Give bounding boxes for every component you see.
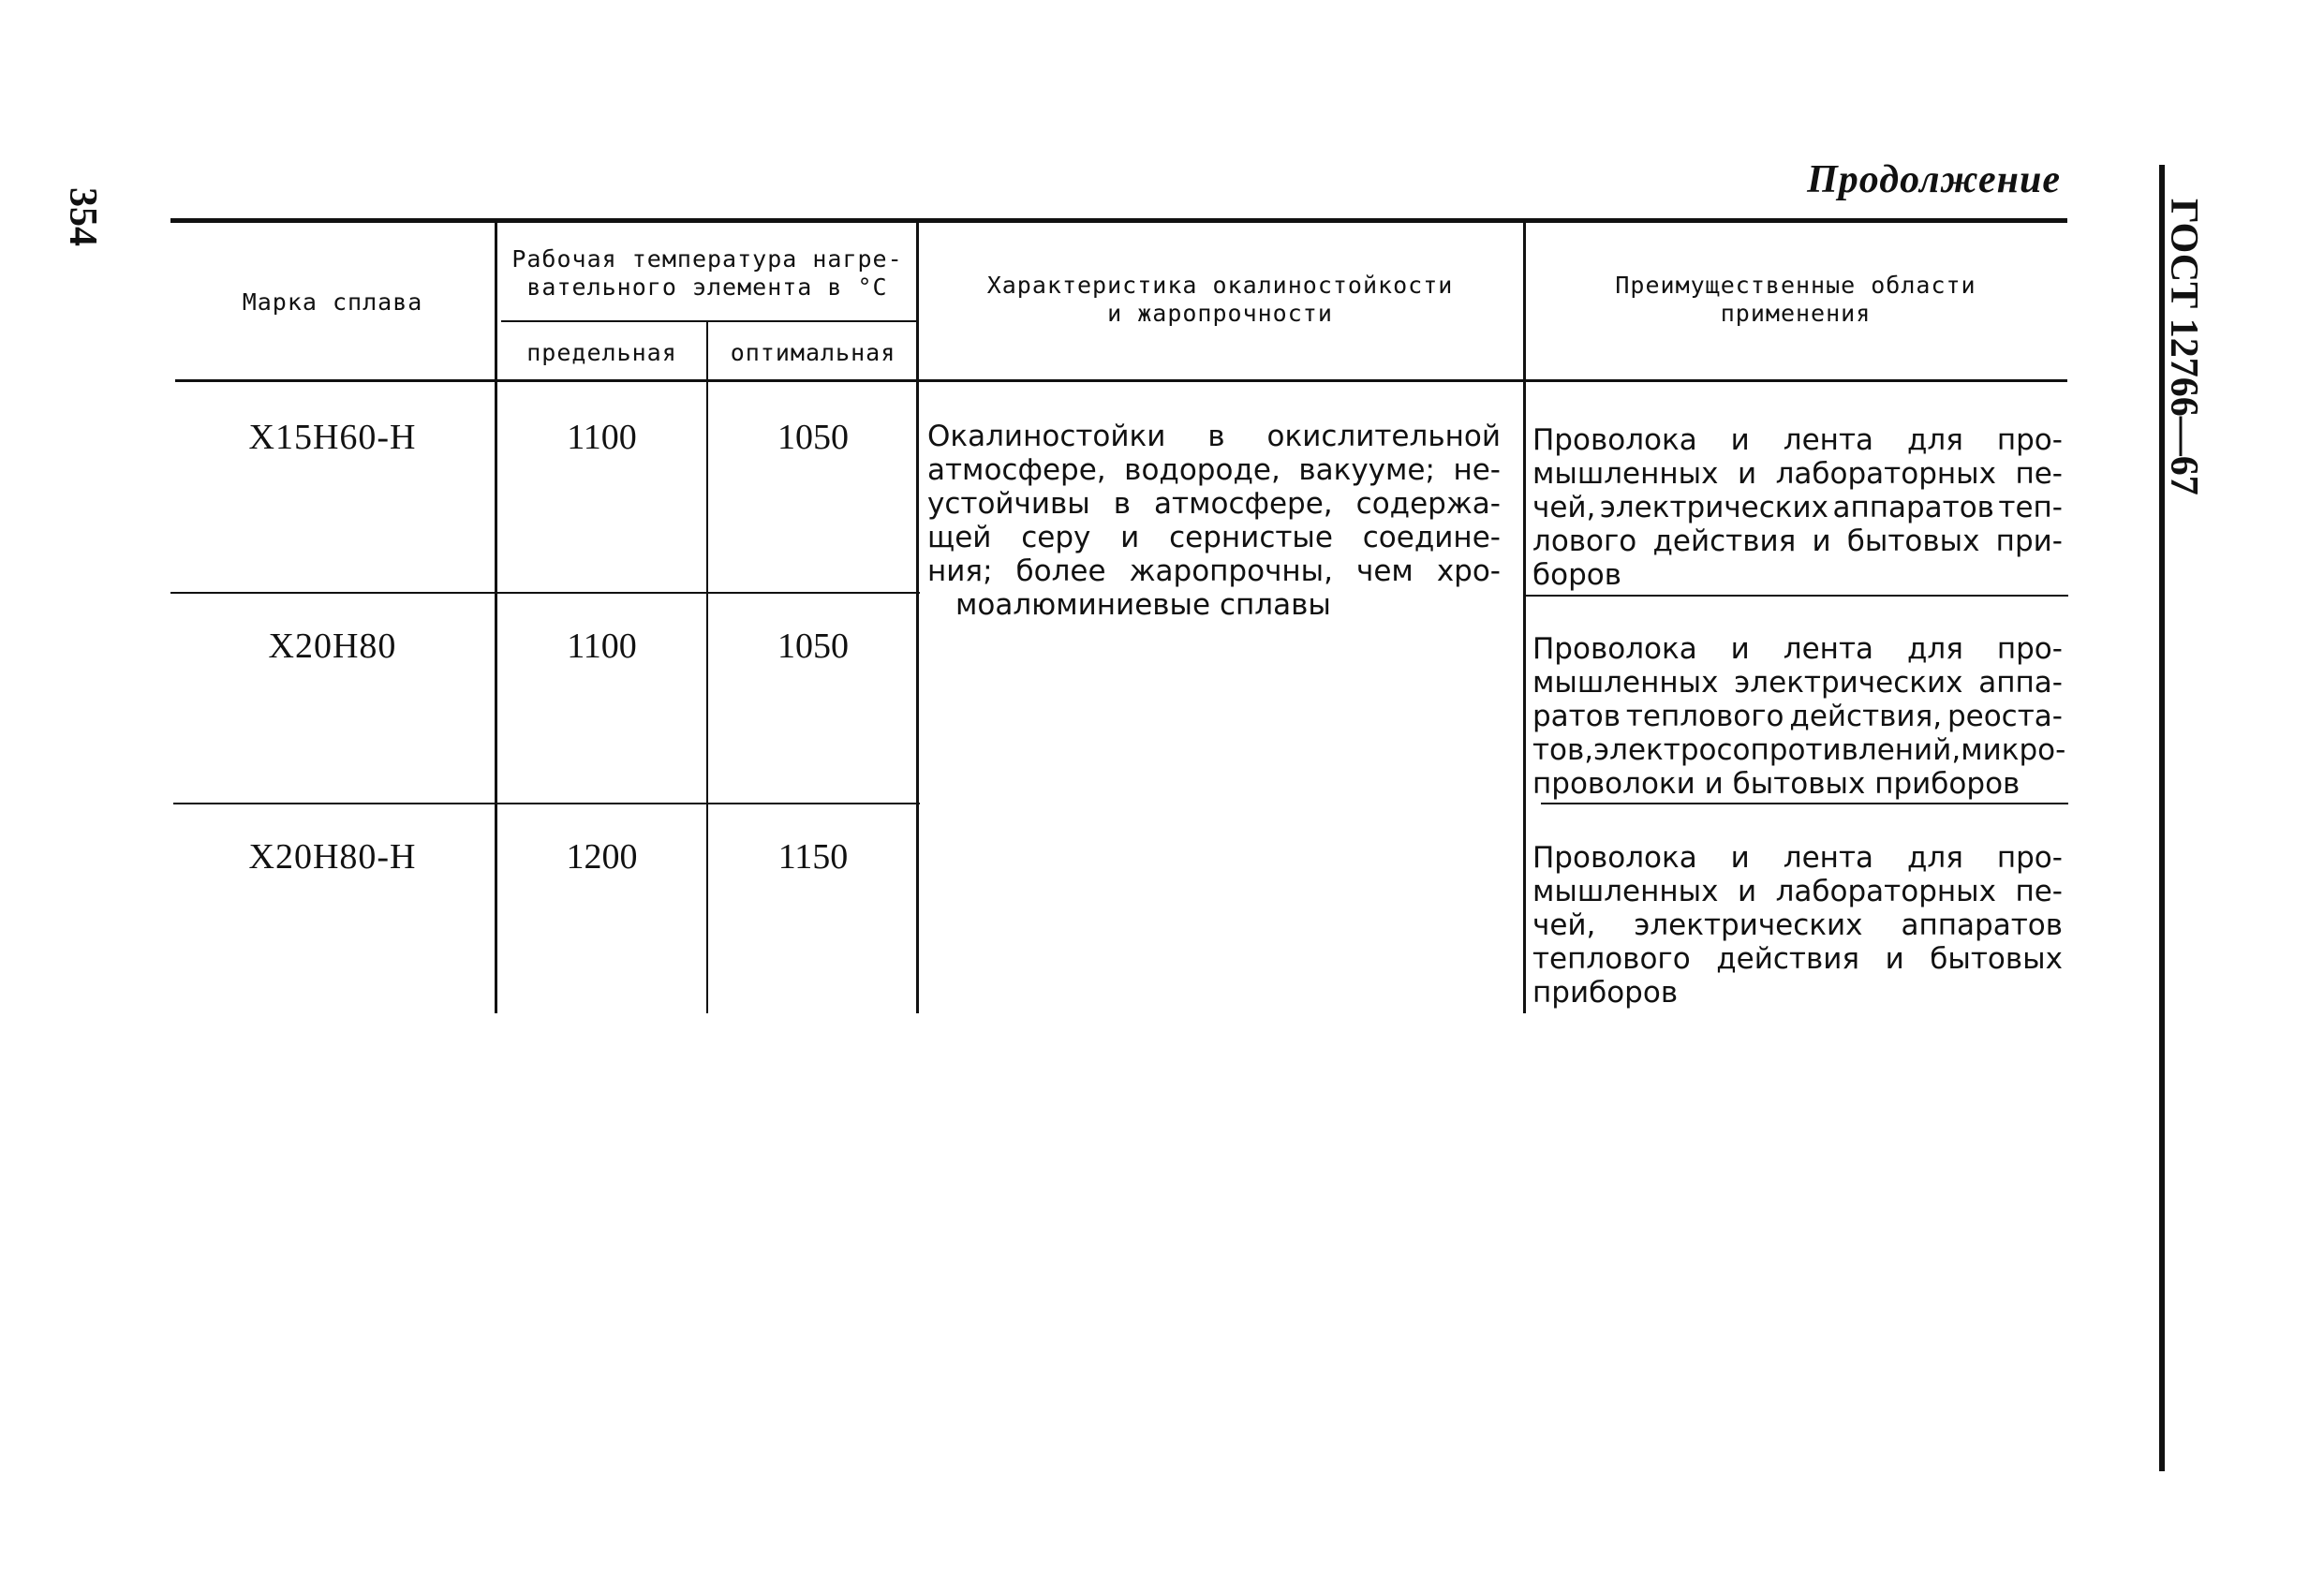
application-line: лового действия и бытовых при-: [1532, 524, 2063, 558]
row-divider-1-app: [1525, 595, 2068, 597]
table-row-3-application: [1532, 841, 2063, 1010]
scale-resistance-line: Окалиностойки в окислительной: [927, 420, 1501, 453]
header-alloy-grade: Марка сплава: [242, 288, 423, 316]
table-row-1-application: [1532, 423, 2063, 592]
header-subrule: [501, 320, 918, 322]
header-limit-temp: предельная: [526, 339, 677, 366]
table-row-2-application: [1532, 632, 2066, 801]
scale-resistance-line: щей серу и сернистые соедине-: [927, 521, 1501, 554]
application-line: теплового действия и бытовых: [1532, 942, 2063, 976]
table-top-rule: [170, 218, 2067, 223]
application-line: Проволока и лента для про-: [1532, 841, 2063, 875]
table-row-2-optimal: 1050: [777, 627, 849, 666]
row-divider-2-app: [1541, 803, 2068, 804]
document-code: ГОСТ 12766—67: [2162, 199, 2205, 495]
application-line: Проволока и лента для про-: [1532, 632, 2063, 666]
header-optimal-temp: оптимальная: [730, 339, 896, 366]
scale-resistance-line: атмосфере, водороде, вакууме; не-: [927, 453, 1501, 487]
table-row-3-grade: Х20Н80-Н: [248, 837, 417, 877]
application-line: боров: [1532, 558, 1621, 592]
table-row-1-grade: Х15Н60-Н: [248, 418, 417, 457]
scale-resistance-text: [927, 420, 1501, 622]
header-working-temp: Рабочая температура нагре- вательного элемента в °С: [511, 245, 903, 301]
col-divider-1: [495, 222, 497, 1013]
col-divider-3: [916, 222, 919, 1013]
application-line: приборов: [1532, 976, 1679, 1010]
header-bottom-rule: [175, 379, 2067, 382]
table-row-2-grade: Х20Н80: [268, 627, 397, 666]
application-line: мышленных электрических аппа-: [1532, 666, 2063, 700]
scale-resistance-line: устойчивы в атмосфере, содержа-: [927, 487, 1501, 521]
table-row-3-limit: 1200: [566, 837, 638, 877]
header-application: Преимущественные области применения: [1615, 272, 1976, 327]
application-line: Проволока и лента для про-: [1532, 423, 2063, 457]
col-divider-4: [1523, 222, 1526, 1013]
page-number: 354: [61, 187, 104, 246]
scale-resistance-line: ния; более жаропрочны, чем хро-: [927, 554, 1501, 588]
table-row-2-limit: 1100: [567, 627, 637, 666]
application-line: ратов теплового действия, реоста-: [1532, 700, 2063, 733]
application-line: чей, электрических аппаратов: [1532, 908, 2063, 942]
application-line: мышленных и лабораторных пе-: [1532, 875, 2063, 908]
application-line: чей, электрических аппаратов теп-: [1532, 491, 2063, 524]
row-divider-2: [173, 803, 920, 804]
application-line: проволоки и бытовых приборов: [1532, 767, 2021, 801]
row-divider-1: [170, 592, 920, 594]
table-row-1-optimal: 1050: [777, 418, 849, 457]
table-row-1-limit: 1100: [567, 418, 637, 457]
scale-resistance-line: моалюминиевые сплавы: [955, 588, 1331, 622]
application-line: тов, электросопротивлений, микро-: [1532, 733, 2066, 767]
header-scale-resistance: Характеристика окалиностойкости и жаропрочности: [986, 272, 1454, 327]
col-divider-2: [706, 320, 708, 1013]
table-row-3-optimal: 1150: [777, 837, 849, 877]
continued-label: Продолжение: [1807, 158, 2061, 201]
application-line: мышленных и лабораторных пе-: [1532, 457, 2063, 491]
